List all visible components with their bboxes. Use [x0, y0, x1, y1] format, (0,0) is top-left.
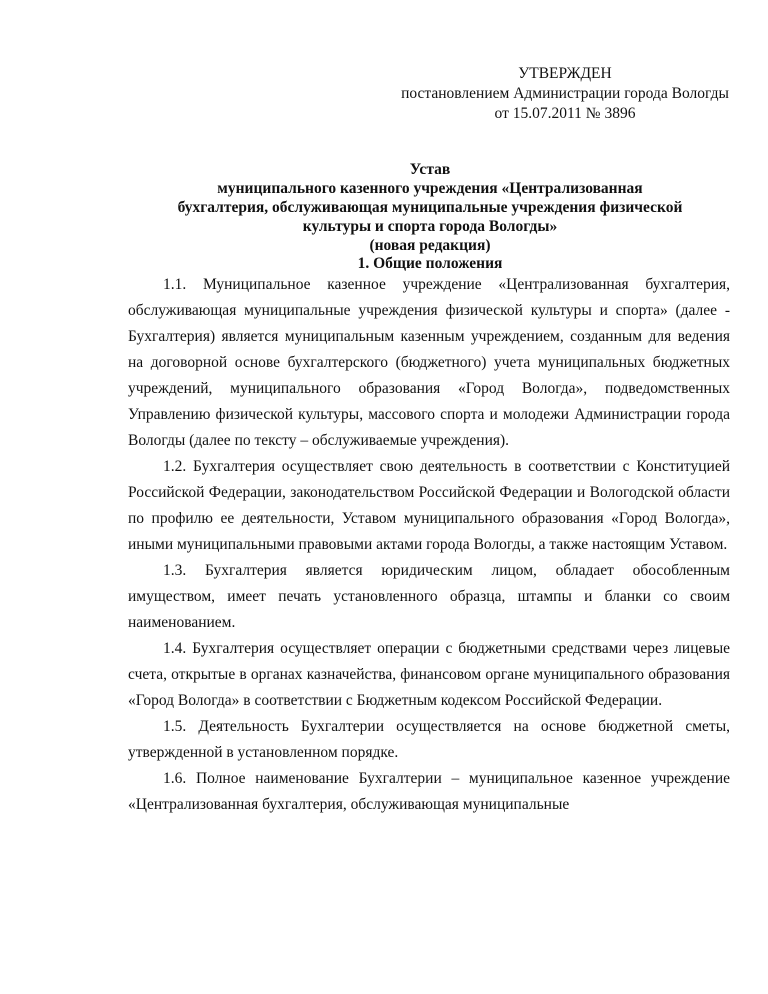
title-line: бухгалтерия, обслуживающая муниципальные учреждения физической	[177, 199, 683, 216]
paragraph-1-4: 1.4. Бухгалтерия осуществляет операции с бюджетными средствами через лицевые счета, открытые в органах казначейства, финансовом органе муниципального образования «Город Вологда» в соответствии с Бюджетным кодексом Российской Федерации.	[128, 640, 730, 709]
paragraph-1-2: 1.2. Бухгалтерия осуществляет свою деятельность в соответствии с Конституцией Российской Федерации, законодательством Российской Федерации и Вологодской области по профилю ее деятельности, Уставом муниципального образования «Город Вологда», иными муниципальными правовыми актами города Вологды, а также настоящим Уставом.	[128, 458, 730, 553]
paragraph-1-5: 1.5. Деятельность Бухгалтерии осуществляется на основе бюджетной сметы, утвержденной в установленном порядке.	[128, 718, 730, 761]
approval-resolution: постановлением Администрации города Вологды	[401, 85, 729, 102]
section-heading: 1. Общие положения	[357, 255, 503, 272]
section-body	[128, 272, 730, 818]
approval-heading: УТВЕРЖДЕН	[518, 65, 612, 82]
title-line: культуры и спорта города Вологды»	[302, 218, 558, 235]
paragraph-1-3: 1.3. Бухгалтерия является юридическим лицом, обладает обособленным имуществом, имеет печать установленного образца, штампы и бланки со своим наименованием.	[128, 562, 730, 631]
approval-date-number: от 15.07.2011 № 3896	[494, 105, 636, 122]
paragraph-1-6: 1.6. Полное наименование Бухгалтерии – муниципальное казенное учреждение «Централизованная бухгалтерия, обслуживающая муниципальные	[128, 770, 730, 813]
title-line: муниципального казенного учреждения «Централизованная	[217, 180, 643, 197]
title-line: Устав	[409, 161, 451, 178]
approval-stamp	[360, 64, 768, 124]
document-title	[130, 160, 730, 255]
paragraph-1-1: 1.1. Муниципальное казенное учреждение «Централизованная бухгалтерия, обслуживающая муниципальные учреждения физической культуры и спорта» (далее - Бухгалтерия) является муниципальным казенным учреждением, созданным для ведения на договорной основе бухгалтерского (бюджетного) учета муниципальных бюджетных учреждений, муниципального образования «Город Вологда», подведомственных Управлению физической культуры, массового спорта и молодежи Администрации города Вологды (далее по тексту – обслуживаемые учреждения).	[128, 276, 730, 449]
title-edition: (новая редакция)	[369, 237, 491, 254]
